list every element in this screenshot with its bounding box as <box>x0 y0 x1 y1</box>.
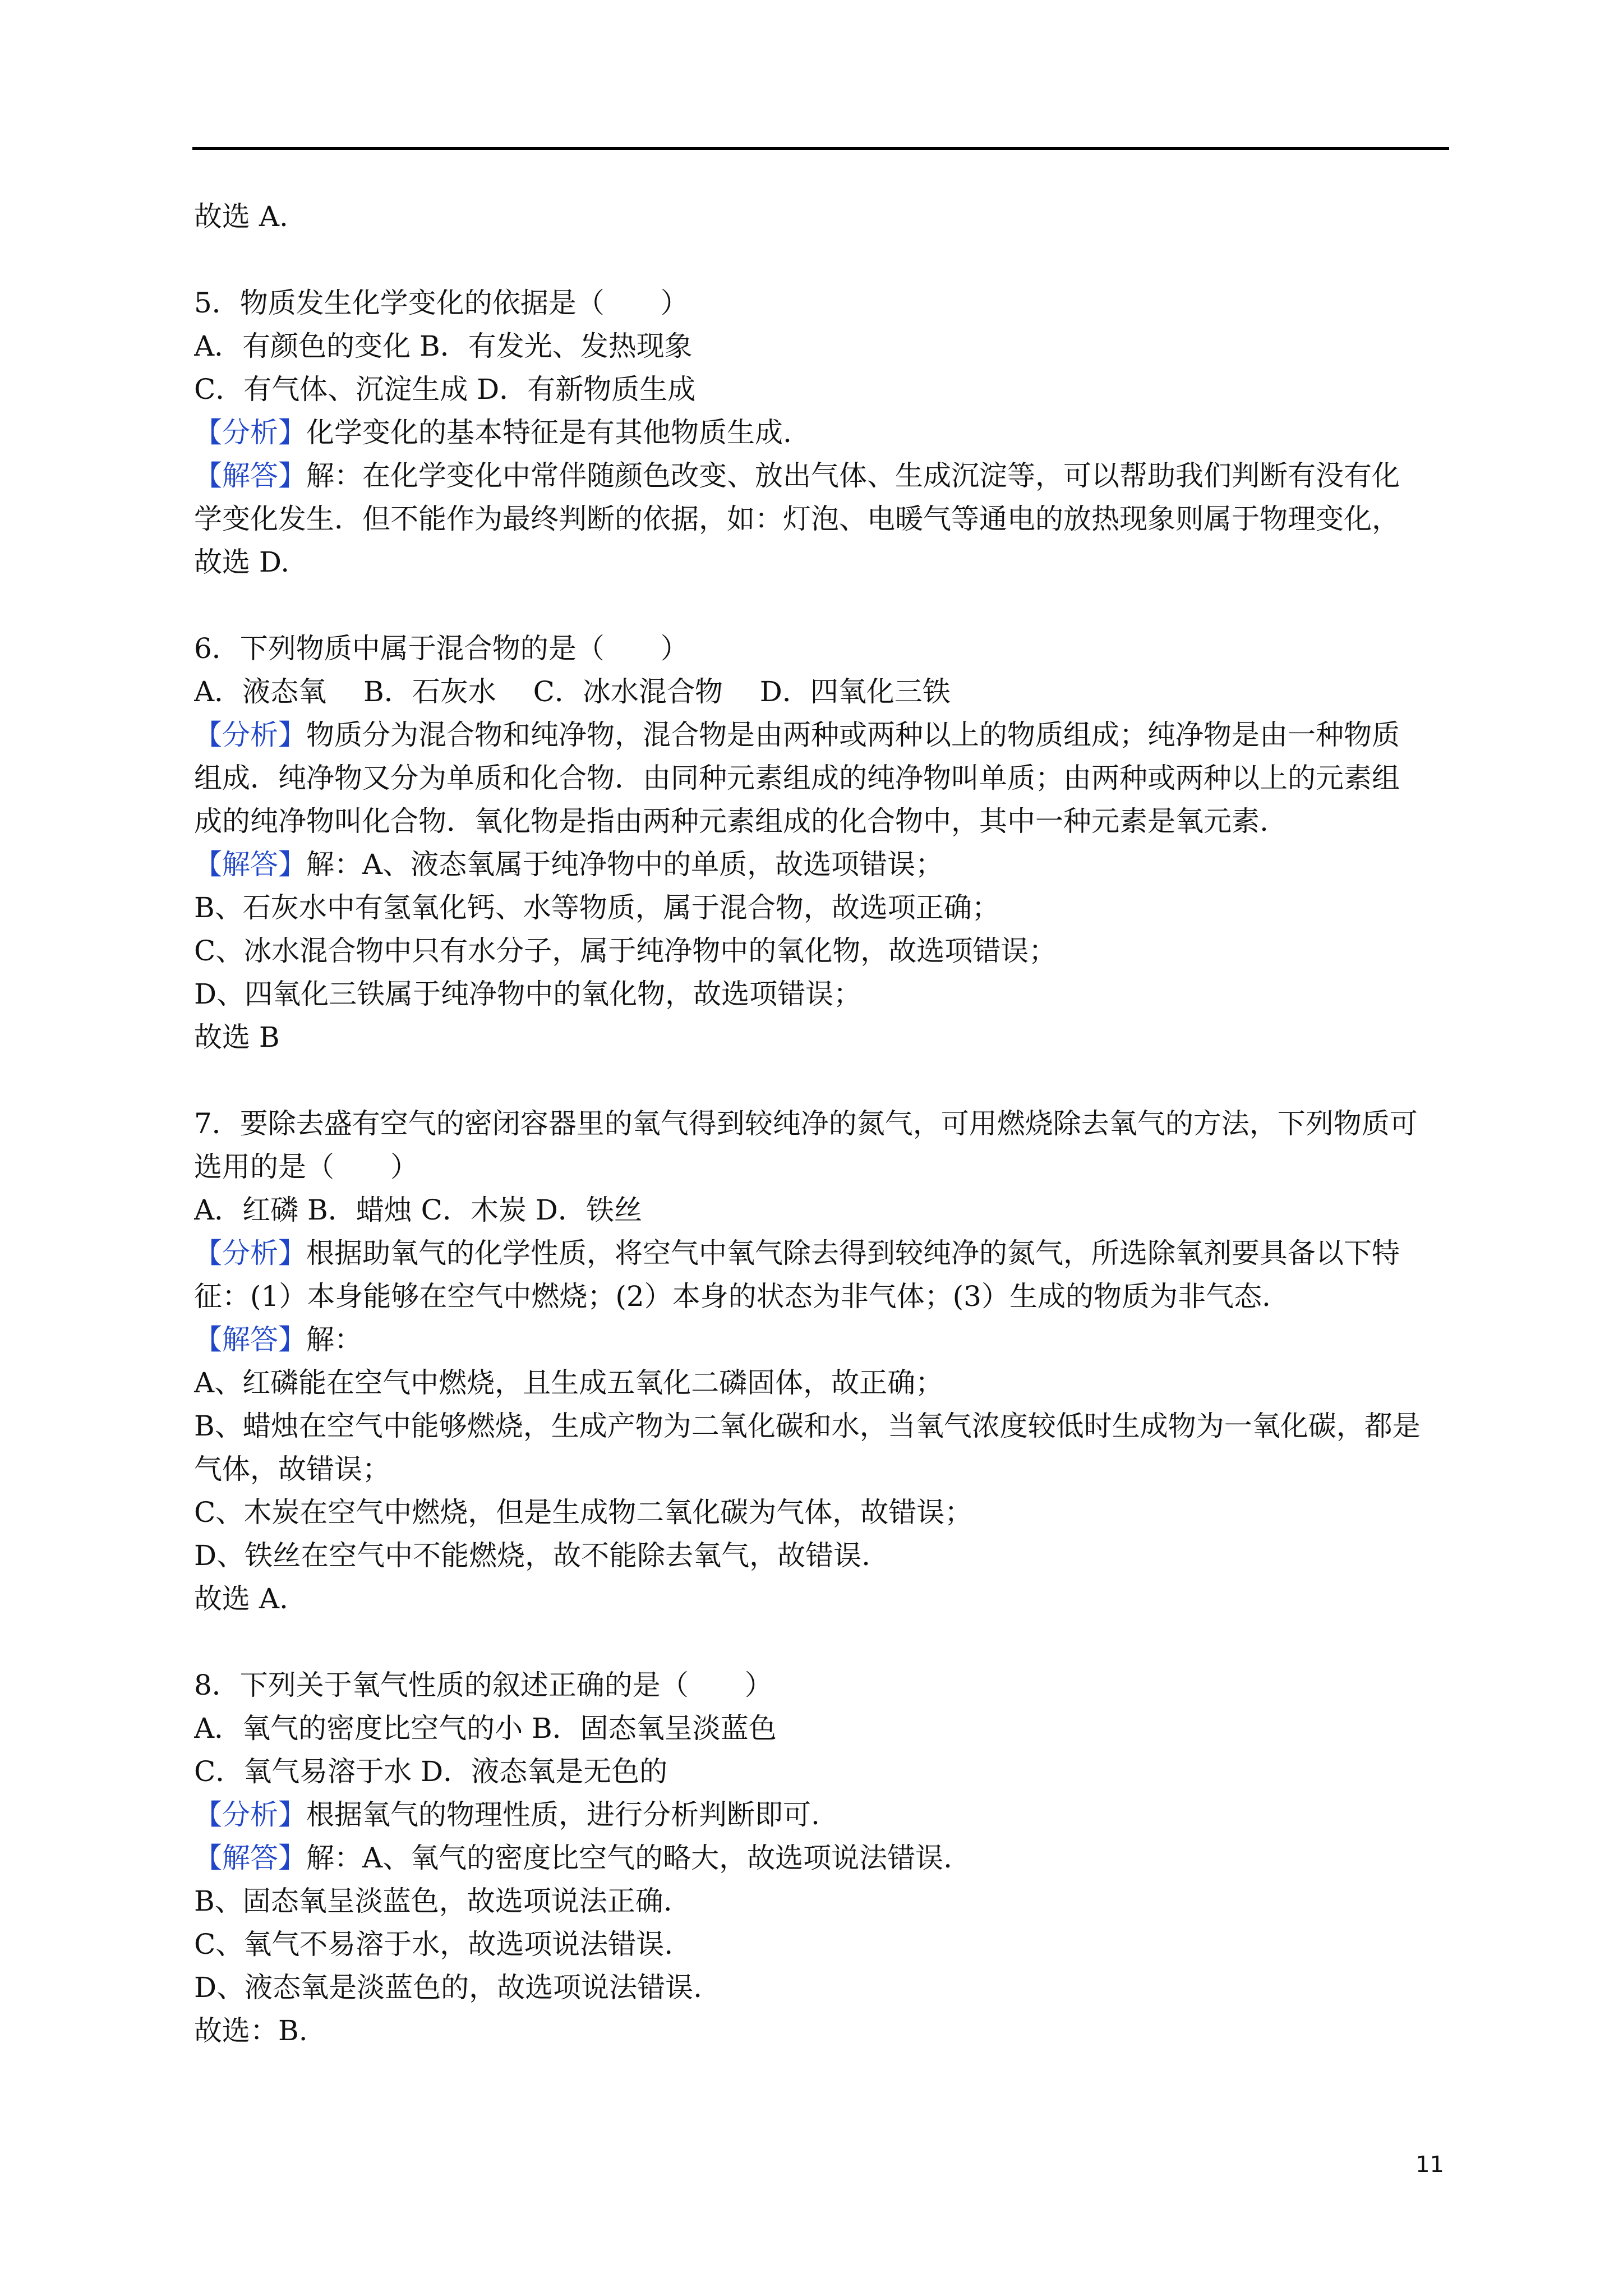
line-text: 成的纯净物叫化合物．氧化物是指由两种元素组成的化合物中，其中一种元素是氧元素. <box>194 805 1269 838</box>
section-tag: 【分析】 <box>194 719 306 751</box>
text-line <box>194 411 1450 454</box>
text-line <box>194 454 1450 498</box>
line-text: 根据氧气的物理性质，进行分析判断即可. <box>306 1798 820 1831</box>
text-line <box>194 2009 1450 2053</box>
text-line <box>194 1577 1450 1621</box>
line-text: A．氧气的密度比空气的小 B．固态氧呈淡蓝色 <box>194 1712 777 1745</box>
text-line <box>194 1664 1450 1707</box>
line-text: 解：在化学变化中常伴随颜色改变、放出气体、生成沉淀等，可以帮助我们判断有没有化 <box>306 459 1400 492</box>
line-text: 故选 A. <box>194 200 288 233</box>
line-text: 故选 B <box>194 1021 280 1053</box>
text-line <box>194 1361 1450 1405</box>
section-tag: 【解答】 <box>194 1842 306 1874</box>
line-text: B、蜡烛在空气中能够燃烧，生成产物为二氧化碳和水，当氧气浓度较低时生成物为一氧化碳，都是 <box>194 1410 1421 1442</box>
line-text: 故选 D. <box>194 546 290 578</box>
line-text: 解： <box>306 1323 362 1356</box>
paragraph-gap <box>194 1621 1450 1664</box>
section-tag: 【分析】 <box>194 1237 306 1269</box>
text-line <box>194 195 1450 238</box>
text-line <box>194 1275 1450 1318</box>
paragraph-gap <box>194 1059 1450 1102</box>
text-line <box>194 1880 1450 1923</box>
line-text: B、固态氧呈淡蓝色，故选项说法正确. <box>194 1885 672 1917</box>
text-line <box>194 541 1450 584</box>
line-text: B、石灰水中有氢氧化钙、水等物质，属于混合物，故选项正确； <box>194 891 1000 924</box>
text-line <box>194 325 1450 368</box>
text-line <box>194 1145 1450 1189</box>
line-text: 学变化发生．但不能作为最终判断的依据，如：灯泡、电暖气等通电的放热现象则属于物理变化， <box>194 503 1400 535</box>
line-text: 解：A、液态氧属于纯净物中的单质，故选项错误； <box>306 848 944 881</box>
line-text: 组成．纯净物又分为单质和化合物．由同种元素组成的纯净物叫单质；由两种或两种以上的元素组 <box>194 762 1400 794</box>
line-text: 化学变化的基本特征是有其他物质生成. <box>306 416 792 449</box>
text-line <box>194 757 1450 800</box>
header-rule <box>192 147 1449 150</box>
text-line <box>194 627 1450 670</box>
section-tag: 【分析】 <box>194 416 306 449</box>
line-text: 根据助氧气的化学性质，将空气中氧气除去得到较纯净的氮气，所选除氧剂要具备以下特 <box>306 1237 1400 1269</box>
text-line <box>194 1837 1450 1880</box>
text-line <box>194 1923 1450 1966</box>
line-text: A．液态氧 B．石灰水 C．冰水混合物 D．四氧化三铁 <box>194 675 951 708</box>
paragraph-gap <box>194 238 1450 282</box>
line-text: 8．下列关于氧气性质的叙述正确的是（ ） <box>194 1669 773 1701</box>
text-line <box>194 1189 1450 1232</box>
text-line <box>194 1102 1450 1145</box>
text-line <box>194 1793 1450 1837</box>
paragraph-gap <box>194 584 1450 627</box>
text-line <box>194 1318 1450 1361</box>
line-text: 物质分为混合物和纯净物，混合物是由两种或两种以上的物质组成；纯净物是由一种物质 <box>306 719 1400 751</box>
line-text: 6．下列物质中属于混合物的是（ ） <box>194 632 689 665</box>
text-line <box>194 1750 1450 1793</box>
text-line <box>194 1491 1450 1534</box>
line-text: D、液态氧是淡蓝色的，故选项说法错误. <box>194 1971 702 2004</box>
text-line <box>194 973 1450 1016</box>
text-line <box>194 886 1450 930</box>
text-line <box>194 800 1450 843</box>
text-line <box>194 930 1450 973</box>
text-line <box>194 843 1450 886</box>
line-text: C．氧气易溶于水 D．液态氧是无色的 <box>194 1755 668 1788</box>
text-line <box>194 1232 1450 1275</box>
line-text: 7．要除去盛有空气的密闭容器里的氧气得到较纯净的氮气，可用燃烧除去氧气的方法，下列物质可 <box>194 1107 1418 1140</box>
page-number: 11 <box>1415 2152 1444 2178</box>
text-line <box>194 670 1450 714</box>
section-tag: 【解答】 <box>194 1323 306 1356</box>
line-text: 气体，故错误； <box>194 1453 390 1485</box>
line-text: A．有颜色的变化 B．有发光、发热现象 <box>194 330 693 362</box>
section-tag: 【解答】 <box>194 459 306 492</box>
section-tag: 【解答】 <box>194 848 306 881</box>
line-text: A、红磷能在空气中燃烧，且生成五氧化二磷固体，故正确； <box>194 1366 944 1399</box>
section-tag: 【分析】 <box>194 1798 306 1831</box>
text-line <box>194 714 1450 757</box>
line-text: D、四氧化三铁属于纯净物中的氧化物，故选项错误； <box>194 978 862 1010</box>
text-line <box>194 282 1450 325</box>
line-text: C、木炭在空气中燃烧，但是生成物二氧化碳为气体，故错误； <box>194 1496 973 1529</box>
line-text: 5．物质发生化学变化的依据是（ ） <box>194 287 689 319</box>
line-text: 选用的是（ ） <box>194 1151 418 1183</box>
text-line <box>194 1707 1450 1750</box>
line-text: 故选：B. <box>194 2014 308 2047</box>
text-line <box>194 1534 1450 1577</box>
line-text: 故选 A. <box>194 1582 288 1615</box>
document-body <box>194 195 1450 2053</box>
text-line <box>194 498 1450 541</box>
line-text: 解：A、氧气的密度比空气的略大，故选项说法错误. <box>306 1842 953 1874</box>
text-line <box>194 1966 1450 2009</box>
line-text: C、冰水混合物中只有水分子，属于纯净物中的氧化物，故选项错误； <box>194 935 1057 967</box>
line-text: C．有气体、沉淀生成 D．有新物质生成 <box>194 373 696 406</box>
text-line <box>194 1405 1450 1448</box>
line-text: 征：(1）本身能够在空气中燃烧；(2）本身的状态为非气体；(3）生成的物质为非气态. <box>194 1280 1271 1313</box>
line-text: A．红磷 B．蜡烛 C．木炭 D．铁丝 <box>194 1194 642 1226</box>
line-text: C、氧气不易溶于水，故选项说法错误. <box>194 1928 674 1961</box>
text-line <box>194 368 1450 411</box>
text-line <box>194 1016 1450 1059</box>
text-line <box>194 1448 1450 1491</box>
line-text: D、铁丝在空气中不能燃烧，故不能除去氧气，故错误. <box>194 1539 870 1572</box>
